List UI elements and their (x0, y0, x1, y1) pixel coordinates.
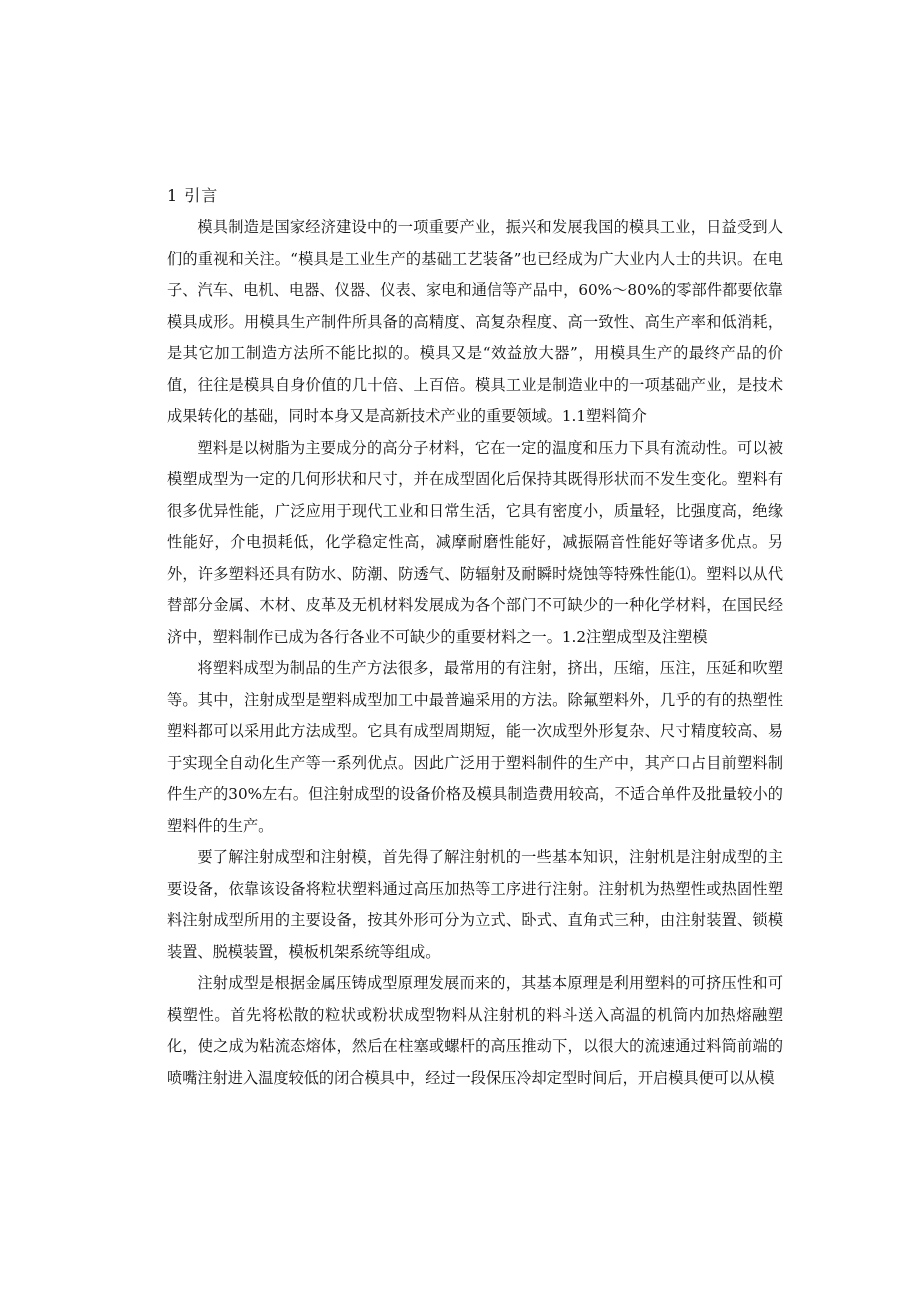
section-heading: 1 引言 (167, 186, 219, 205)
paragraph-injection-principle: 注射成型是根据金属压铸成型原理发展而来的，其基本原理是利用塑料的可挤压性和可模塑性。首先将松散的粒状或粉状成型物料从注射机的料斗送入高温的机筒内加热熔融塑化，使之成为粘流态熔体，然后在柱塞或螺杆的高压推动下，以很大的流速通过料筒前端的喷嘴注射进入温度较低的闭合模具中，经过一段保压冷却定型时间后，开启模具便可以从模 (167, 974, 783, 1087)
paragraph-injection-molding: 将塑料成型为制品的生产方法很多，最常用的有注射，挤出，压缩，压注，压延和吹塑等。其中，注射成型是塑料成型加工中最普遍采用的方法。除氟塑料外，几乎的有的热塑性塑料都可以采用此方法成型。它具有成型周期短，能一次成型外形复杂、尺寸精度较高、易于实现全自动化生产等一系列优点。因此广泛用于塑料制件的生产中，其产口占目前塑料制件生产的30%左右。但注射成型的设备价格及模具制造费用较高，不适合单件及批量较小的塑料件的生产。 (167, 659, 783, 835)
paragraph-injection-machine: 要了解注射成型和注射模，首先得了解注射机的一些基本知识，注射机是注射成型的主要设备，依靠该设备将粒状塑料通过高压加热等工序进行注射。注射机为热塑性或热固性塑料注射成型所用的主要设备，按其外形可分为立式、卧式、直角式三种，由注射装置、锁模装置、脱模装置，模板机架系统等组成。 (167, 848, 783, 961)
paragraph-plastics-intro: 塑料是以树脂为主要成分的高分子材料，它在一定的温度和压力下具有流动性。可以被模塑成型为一定的几何形状和尺寸，并在成型固化后保持其既得形状而不发生变化。塑料有很多优异性能，广泛应用于现代工业和日常生活，它具有密度小，质量轻，比强度高，绝缘性能好，介电损耗低，化学稳定性高，减摩耐磨性能好，减振隔音性能好等诸多优点。另外，许多塑料还具有防水、防潮、防透气、防辐射及耐瞬时烧蚀等特殊性能⑴。塑料以从代替部分金属、木材、皮革及无机材料发展成为各个部门不可缺少的一种化学材料，在国民经济中，塑料制作已成为各行各业不可缺少的重要材料之一。1.2注塑成型及注塑模 (167, 438, 783, 646)
paragraph-mold-industry: 模具制造是国家经济建设中的一项重要产业，振兴和发展我国的模具工业，日益受到人们的重视和关注。“模具是工业生产的基础工艺装备”也已经成为广大业内人士的共识。在电子、汽车、电机、电器、仪器、仪表、家电和通信等产品中，60%～80%的零部件都要依靠模具成形。用模具生产制件所具备的高精度、高复杂程度、高一致性、高生产率和低消耗，是其它加工制造方法所不能比拟的。模具又是“效益放大器”，用模具生产的最终产品的价值，往往是模具自身价值的几十倍、上百倍。模具工业是制造业中的一项基础产业，是技术成果转化的基础，同时本身又是高新技术产业的重要领域。1.1塑料简介 (167, 218, 783, 425)
document-body (167, 180, 783, 1094)
